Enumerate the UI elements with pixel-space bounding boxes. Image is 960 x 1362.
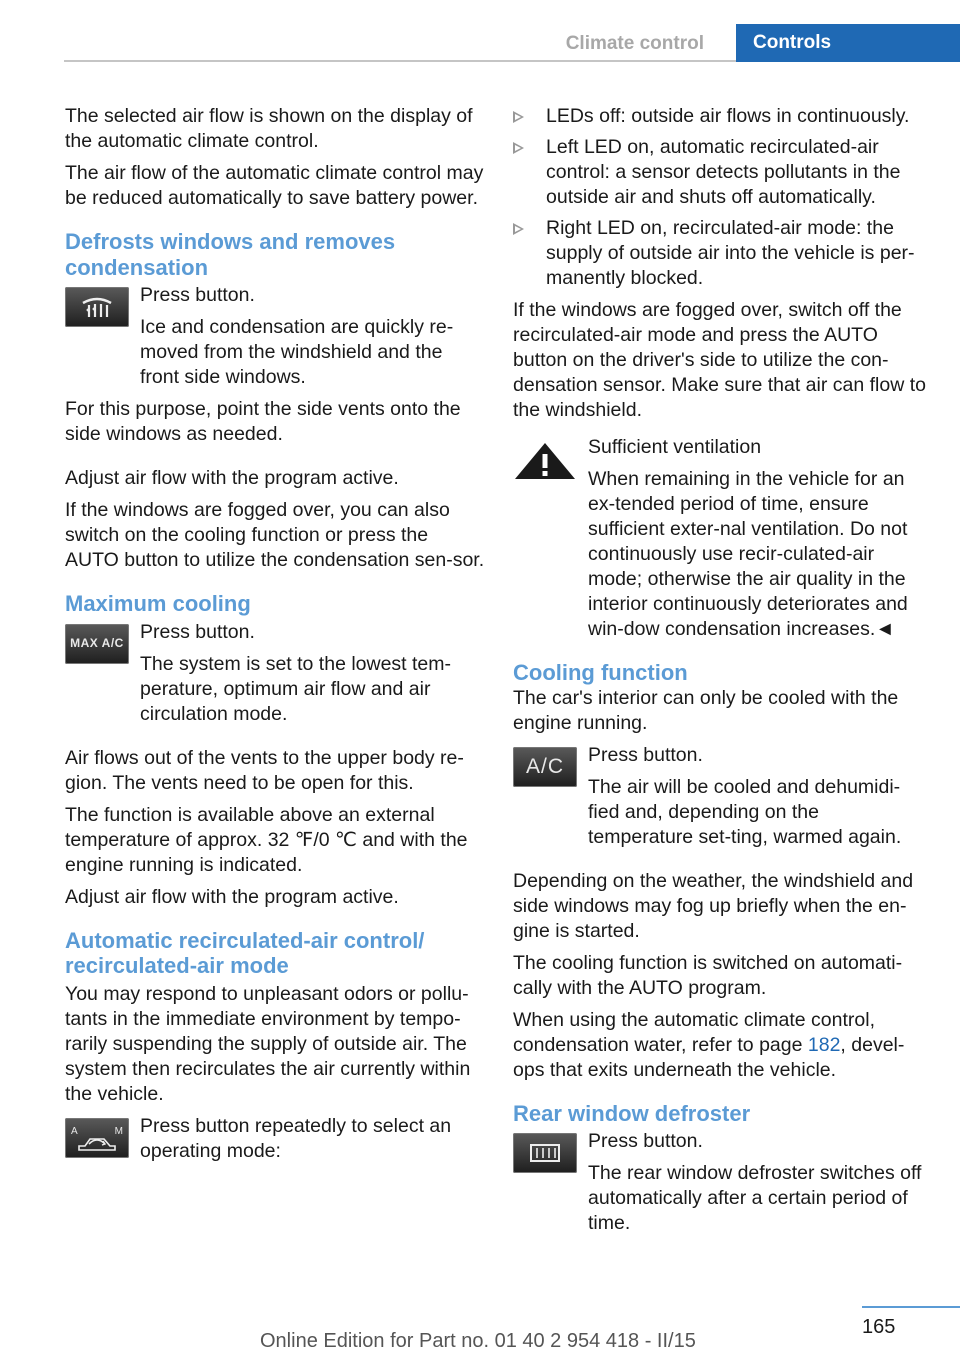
rear-defrost-icon xyxy=(513,1133,577,1173)
paragraph xyxy=(513,1008,928,1083)
paragraph: If the windows are fogged over, you can also switch on the cooling function or press the AUTO button to utilize the condensation sen-sor. xyxy=(65,499,485,571)
header-chapter-tab[interactable]: Controls xyxy=(736,24,960,62)
heading-rear-defroster: Rear window defroster xyxy=(513,1100,751,1126)
list-item-text: LEDs off: outside air flows in continuously. xyxy=(546,105,910,127)
defrost-description xyxy=(140,315,485,390)
warning-text: When remaining in the vehicle for an ex-tended period of time, ensure sufficient exter-nal ventilation. Do not continuously use recir-culated-air mode; otherwise the air quality in the interior continuously deteriorates and win-dow condensation increases.◄ xyxy=(588,468,908,640)
paragraph: The cooling function is switched on automati-cally with the AUTO program. xyxy=(513,951,903,999)
ac-label: A/C xyxy=(525,755,564,778)
paragraph: The function is available above an external temperature of approx. 32 ℉/0 ℃ and with the engine running is indicated. xyxy=(65,803,468,876)
left-column xyxy=(65,104,485,1171)
rear-defroster-description: The rear window defroster switches off automatically after a certain period of time. xyxy=(588,1162,922,1234)
windshield-defrost-icon xyxy=(65,287,129,327)
paragraph: The air flow of the automatic climate control may be reduced automatically to save battery power. xyxy=(65,162,484,209)
recirc-press-text: Press button repeatedly to select an operating mode: xyxy=(140,1114,452,1162)
recirc-mode-list xyxy=(513,104,928,291)
page-number: 165 xyxy=(862,1316,896,1338)
paragraph: The car's interior can only be cooled with the engine running. xyxy=(513,686,899,734)
warning-triangle-icon xyxy=(513,441,577,481)
recirculation-icon xyxy=(65,1118,129,1158)
text-span: When using the automatic climate control, condensation water, refer to page xyxy=(513,1008,876,1056)
edition-footer: Online Edition for Part no. 01 40 2 954 418 - II/15 xyxy=(260,1330,696,1352)
rear-defrost-button-block xyxy=(513,1129,928,1236)
paragraph: You may respond to unpleasant odors or pollu-tants in the immediate environment by tempo-rarily suspending the supply of outside air. The system then recirculates the air currently within the vehicle. xyxy=(65,982,471,1105)
paragraph: Air flows out of the vents to the upper body re-gion. The vents need to be open for this. xyxy=(65,746,464,794)
cooling-description: The air will be cooled and dehumidi-fied and, depending on the temperature set-ting, warmed again. xyxy=(588,775,902,848)
list-item xyxy=(513,216,928,291)
paragraph: Depending on the weather, the windshield and side windows may fog up briefly when the en-gine is started. xyxy=(513,869,914,942)
paragraph: If the windows are fogged over, switch off the recirculated-air mode and press the AUTO button on the driver's side to utilize the con-densation sensor. Make sure that air can flow to the windshield. xyxy=(513,299,926,421)
paragraph: The selected air flow is shown on the display of the automatic climate control. xyxy=(65,105,473,152)
list-item-text: Right LED on, recirculated-air mode: the supply of outside air into the vehicle is per-manently blocked. xyxy=(546,217,915,289)
right-column xyxy=(513,104,928,1243)
recirc-label-m: M xyxy=(114,1125,123,1137)
press-button-text: Press button. xyxy=(588,1130,703,1152)
press-button-text: Press button. xyxy=(588,743,703,766)
max-cooling-description: The system is set to the lowest tem-perature, optimum air flow and air circulation mode. xyxy=(140,652,452,725)
defrost-button-block xyxy=(65,283,485,390)
press-button-text: Press button. xyxy=(140,620,255,643)
paragraph: Adjust air flow with the program active. xyxy=(65,467,399,489)
warning-title: Sufficient ventilation xyxy=(588,436,762,458)
page-reference-link[interactable]: 182 xyxy=(807,1033,841,1056)
triangle-bullet-icon xyxy=(513,142,524,154)
press-button-text: Press button. xyxy=(140,284,255,306)
paragraph: For this purpose, point the side vents onto the side windows as needed. xyxy=(65,398,461,445)
text-span: , devel-ops that exits underneath the vehicle. xyxy=(513,1033,905,1081)
recirc-button-block xyxy=(65,1114,485,1164)
list-item-text: Left LED on, automatic recirculated-air control: a sensor detects pollutants in the outside air and shuts off automatically. xyxy=(546,136,901,208)
maxac-button-block xyxy=(65,620,485,727)
defrost-text: Ice and condensation are quickly re-moved from the windshield and the front side windows. xyxy=(140,316,454,388)
warning-block xyxy=(513,435,928,642)
ac-icon xyxy=(513,747,577,787)
triangle-bullet-icon xyxy=(513,111,524,123)
list-item xyxy=(513,135,928,210)
recirc-label-a: A xyxy=(71,1125,78,1137)
header-section-label: Climate control xyxy=(565,33,704,54)
triangle-bullet-icon xyxy=(513,223,524,235)
footer-rule xyxy=(862,1306,960,1308)
heading-cooling: Cooling function xyxy=(513,660,688,685)
ac-button-block xyxy=(513,743,928,850)
max-ac-icon xyxy=(65,624,129,664)
heading-recirculation: Automatic recirculated-air control/ recirculated-air mode xyxy=(65,927,425,978)
heading-max-cooling: Maximum cooling xyxy=(65,591,251,616)
list-item xyxy=(513,104,928,129)
heading-defrost: Defrosts windows and removes condensation xyxy=(65,229,396,280)
max-ac-label: MAX A/C xyxy=(70,636,124,650)
paragraph: Adjust air flow with the program active. xyxy=(65,885,399,908)
